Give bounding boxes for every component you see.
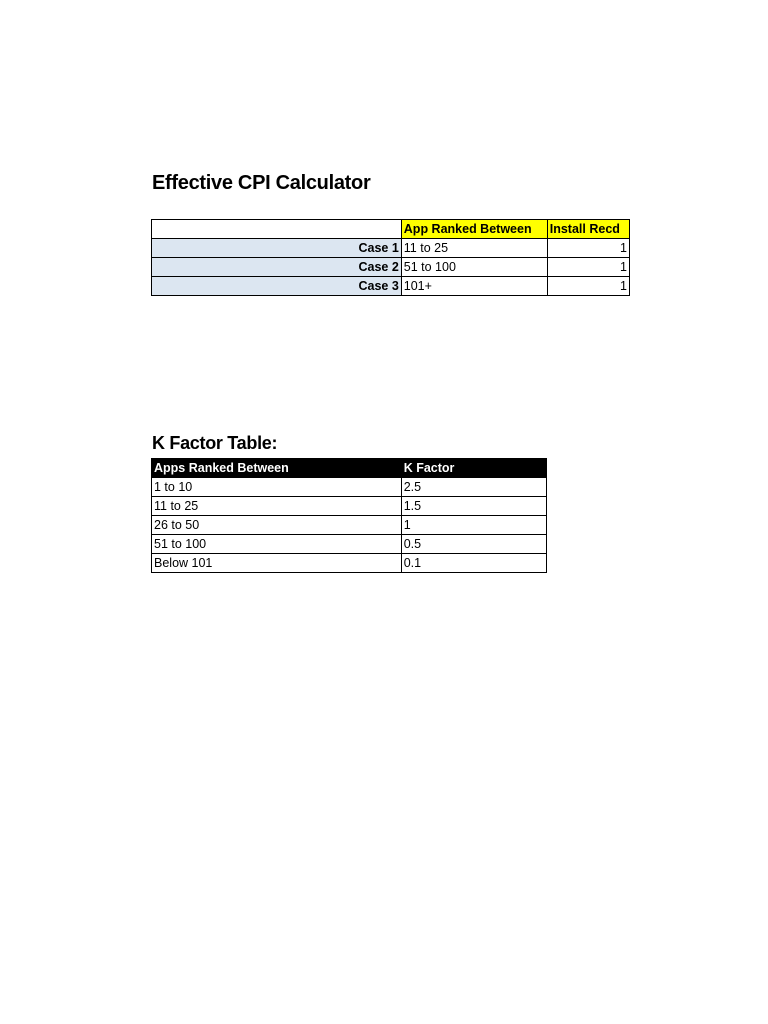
range-cell[interactable]: 11 to 25 [152,497,402,516]
cpi-header-blank[interactable] [152,220,402,239]
table-row [152,516,547,535]
factor-cell[interactable]: 1.5 [401,497,546,516]
case-label[interactable]: Case 1 [152,239,402,258]
k-header-range[interactable]: Apps Ranked Between [152,459,402,478]
table-row [152,478,547,497]
rank-cell[interactable]: 101+ [401,277,547,296]
rank-cell[interactable]: 51 to 100 [401,258,547,277]
cpi-header-row [152,220,630,239]
cpi-calculator-table [151,219,630,296]
rank-cell[interactable]: 11 to 25 [401,239,547,258]
cpi-header-app-ranked[interactable]: App Ranked Between [401,220,547,239]
range-cell[interactable]: 26 to 50 [152,516,402,535]
table-row [152,554,547,573]
table-row [152,535,547,554]
table-row [152,277,630,296]
factor-cell[interactable]: 0.1 [401,554,546,573]
factor-cell[interactable]: 2.5 [401,478,546,497]
factor-cell[interactable]: 1 [401,516,546,535]
installs-cell[interactable]: 1 [547,277,629,296]
k-header-factor[interactable]: K Factor [401,459,546,478]
k-header-row [152,459,547,478]
installs-cell[interactable]: 1 [547,258,629,277]
range-cell[interactable]: 51 to 100 [152,535,402,554]
installs-cell[interactable]: 1 [547,239,629,258]
cpi-header-install-recd[interactable]: Install Recd [547,220,629,239]
table-row [152,239,630,258]
k-factor-title: K Factor Table: [152,433,278,453]
table-row [152,258,630,277]
factor-cell[interactable]: 0.5 [401,535,546,554]
table-row [152,497,547,516]
k-factor-table [151,458,547,573]
calculator-title: Effective CPI Calculator [152,172,371,194]
case-label[interactable]: Case 3 [152,277,402,296]
range-cell[interactable]: 1 to 10 [152,478,402,497]
case-label[interactable]: Case 2 [152,258,402,277]
range-cell[interactable]: Below 101 [152,554,402,573]
